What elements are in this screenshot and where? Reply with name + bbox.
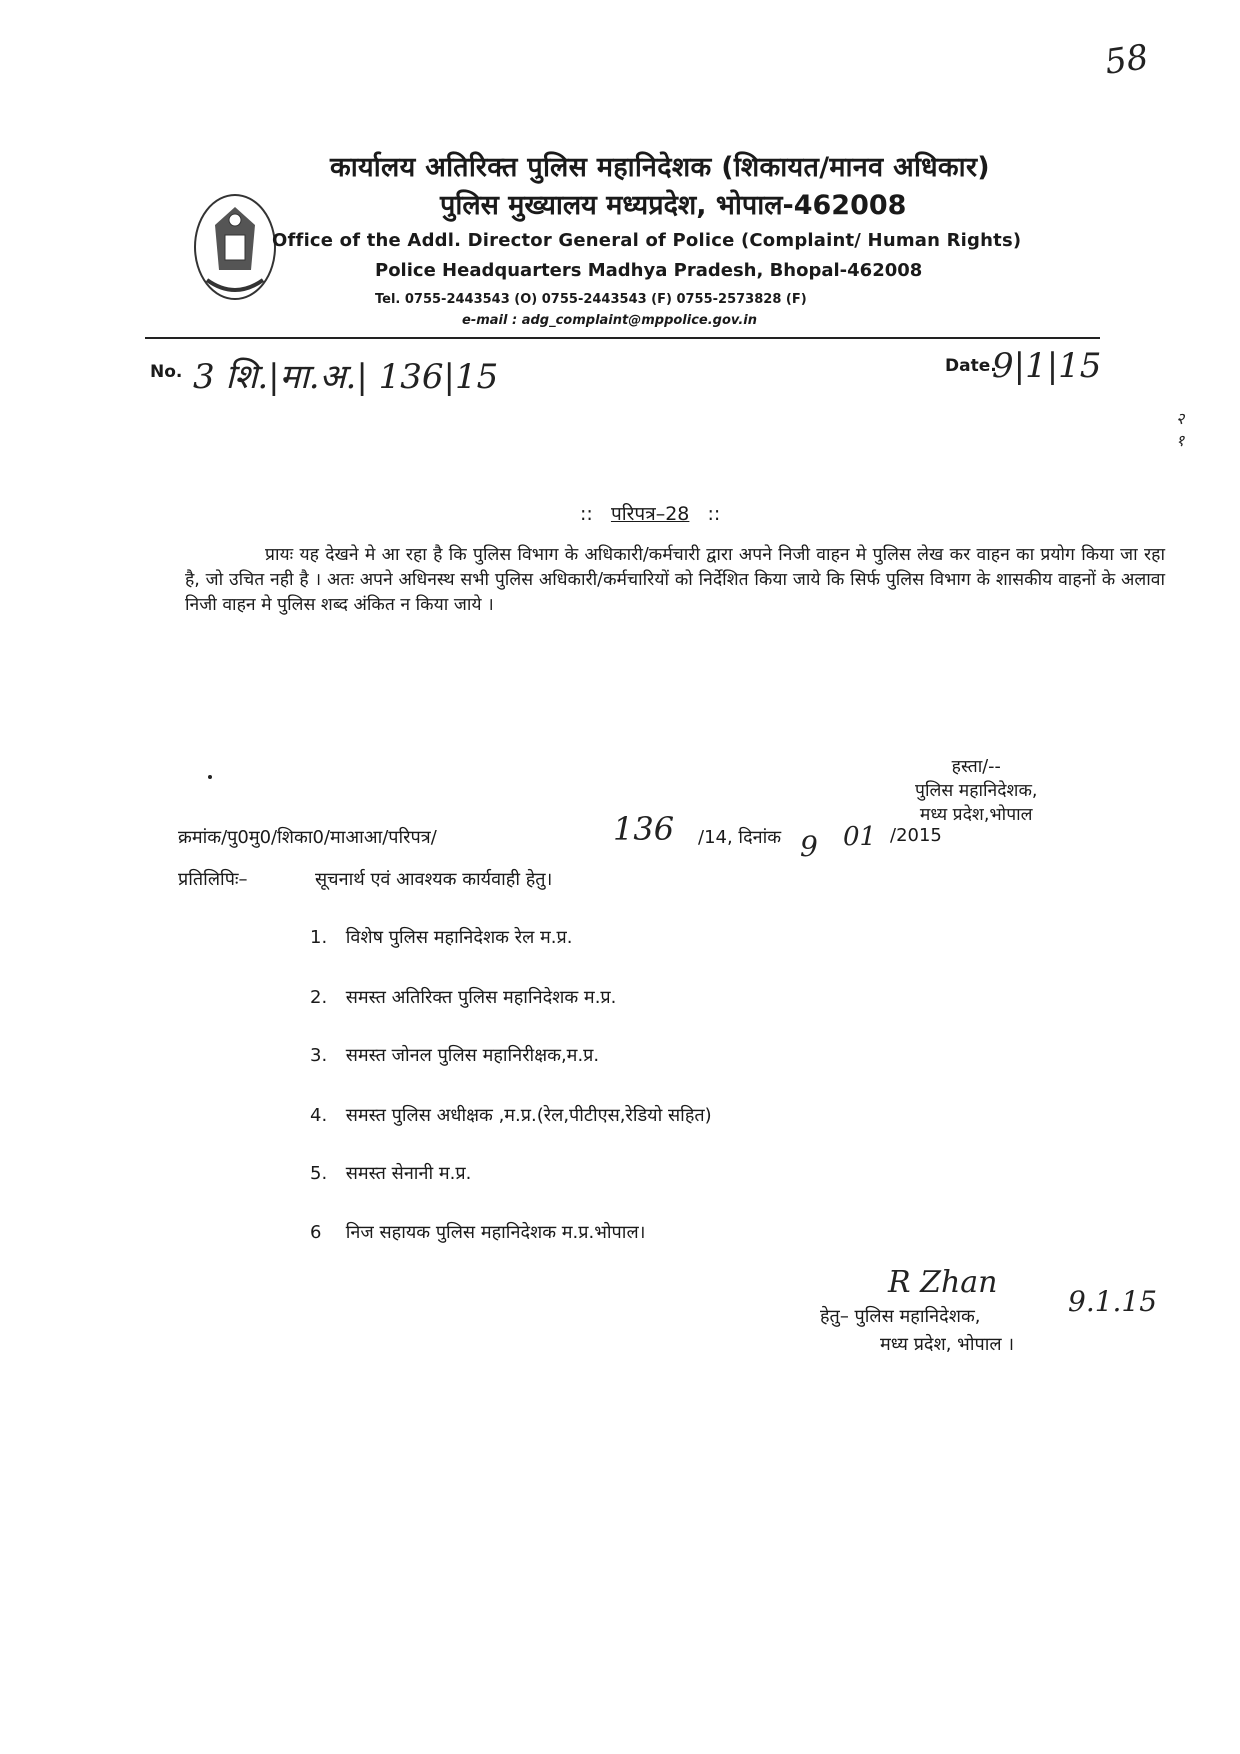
- date-label: Date.: [945, 356, 997, 376]
- page-number-mark: 58: [1102, 37, 1151, 83]
- dispatch-number: 136: [613, 810, 675, 848]
- sig1-line1: हस्ता/--: [951, 757, 1001, 777]
- sig2-line1: हेतु– पुलिस महानिदेशक,: [820, 1306, 981, 1327]
- date-value: 9|1|15: [992, 346, 1102, 386]
- header-email: e-mail : adg_complaint@mppolice.gov.in: [462, 313, 757, 328]
- circular-title-text: परिपत्र–28: [610, 503, 690, 525]
- sig2-line2: मध्य प्रदेश, भोपाल ।: [880, 1334, 1015, 1355]
- title-mark-left: ::: [580, 503, 593, 525]
- handwritten-signature-date: 9.1.15: [1068, 1285, 1158, 1318]
- list-item: 6 निज सहायक पुलिस महानिदेशक म.प्र.भोपाल।: [310, 1222, 646, 1243]
- list-item: 4. समस्त पुलिस अधीक्षक ,म.प्र.(रेल,पीटीएस,रेडियो सहित): [310, 1105, 712, 1126]
- header-telephone: Tel. 0755-2443543 (O) 0755-2443543 (F) 0755-2573828 (F): [375, 292, 807, 307]
- header-english-line1: Office of the Addl. Director General of Police (Complaint/ Human Rights): [272, 230, 1022, 251]
- sig1-line3: मध्य प्रदेश,भोपाल: [919, 805, 1033, 825]
- dispatch-year-suffix: /2015: [890, 825, 942, 846]
- dispatch-prefix: क्रमांक/पु0मु0/शिका0/माआआ/परिपत्र/: [178, 827, 437, 848]
- header-english-line2: Police Headquarters Madhya Pradesh, Bhopal-462008: [375, 260, 923, 281]
- reference-number-label: No.: [150, 362, 183, 382]
- circular-body: प्रायः यह देखने मे आ रहा है कि पुलिस विभाग के अधिकारी/कर्मचारी द्वारा अपने निजी वाहन मे पुलिस लेख कर वाहन का प्रयोग किया जा रहा है, जो उचित नही है । अतः अपने अधिनस्थ सभी पुलिस अधिकारी/कर्मचारियों को निर्देशित किया जाये कि सिर्फ पुलिस विभाग के शासकीय वाहनों के अलावा निजी वाहन मे पुलिस शब्द अंकित न किया जाये ।: [185, 545, 1165, 615]
- header-divider: [145, 337, 1100, 339]
- circular-title: [580, 500, 720, 526]
- header-hindi-line1: कार्यालय अतिरिक्त पुलिस महानिदेशक (शिकायत/मानव अधिकार): [330, 152, 990, 183]
- police-emblem-logo: [185, 185, 285, 310]
- copy-label: प्रतिलिपिः–: [178, 869, 248, 890]
- list-item: 5. समस्त सेनानी म.प्र.: [310, 1163, 472, 1184]
- header-hindi-line2: पुलिस मुख्यालय मध्यप्रदेश, भोपाल-462008: [440, 190, 907, 221]
- dispatch-year-text: /14, दिनांक: [698, 827, 782, 848]
- copy-purpose: सूचनार्थ एवं आवश्यक कार्यवाही हेतु।: [315, 869, 553, 890]
- dispatch-month: 01: [843, 822, 877, 852]
- reference-number-value: 3 शि.|मा.अ.| 136|15: [193, 357, 499, 397]
- list-item: 1. विशेष पुलिस महानिदेशक रेल म.प्र.: [310, 927, 573, 948]
- list-item: 2. समस्त अतिरिक्त पुलिस महानिदेशक म.प्र.: [310, 987, 617, 1008]
- sig1-line2: पुलिस महानिदेशक,: [915, 781, 1038, 801]
- handwritten-signature: R Zhan: [888, 1265, 998, 1300]
- dispatch-day: 9: [800, 830, 818, 863]
- title-mark-right: ::: [707, 503, 721, 525]
- margin-mark: २ १: [1176, 409, 1185, 450]
- signature-block-1: [915, 755, 1037, 827]
- ink-dot: [208, 775, 212, 779]
- list-item: 3. समस्त जोनल पुलिस महानिरीक्षक,म.प्र.: [310, 1045, 600, 1066]
- signature-block-2: [820, 1303, 1014, 1359]
